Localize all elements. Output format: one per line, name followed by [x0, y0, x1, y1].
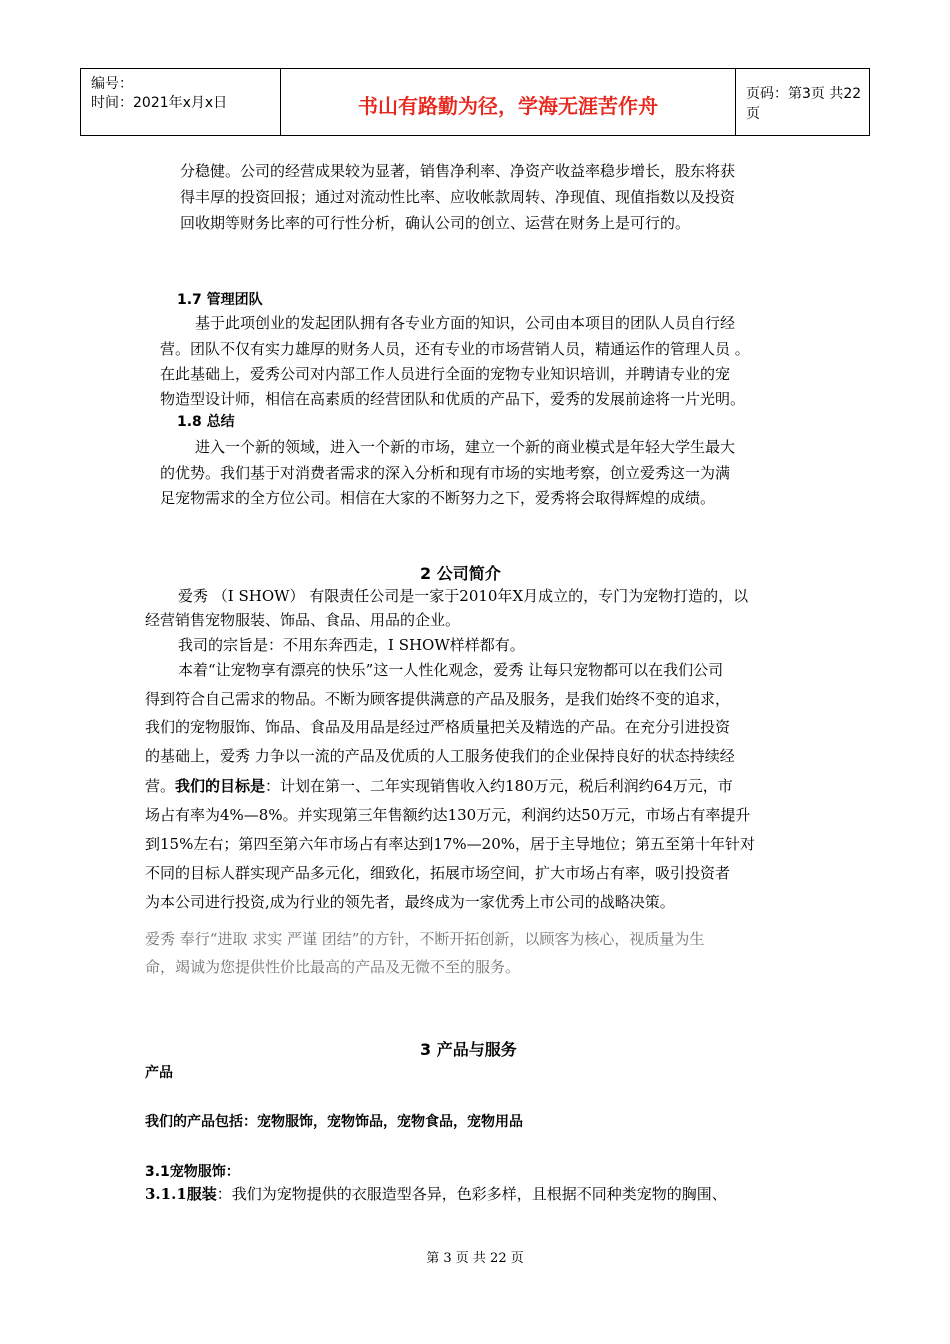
body-line: 不同的目标人群实现产品多元化，细致化，拓展市场空间，扩大市场占有率，吸引投资者 — [145, 864, 731, 882]
clothing-text: ：我们为宠物提供的衣服造型各异，色彩多样，且根据不同种类宠物的胸围、 — [216, 1185, 727, 1203]
subsection-heading-3-1: 3.1宠物服饰： — [145, 1164, 240, 1180]
body-line: 我们的宠物服饰、饰品、食品及用品是经过严格质量把关及精选的产品。在充分引进投资 — [145, 718, 731, 736]
goal-line — [145, 776, 733, 796]
body-line: 场占有率为4%—8%。并实现第三年售额约达130万元，利润约达50万元，市场占有率提升 — [145, 806, 751, 824]
goal-prefix: 营。 — [145, 777, 176, 795]
body-line: 营。团队不仅有实力雄厚的财务人员，还有专业的市场营销人员，精通运作的管理人员 。 — [160, 340, 750, 358]
section-heading-1-7: 1.7 管理团队 — [177, 292, 263, 308]
body-line: 在此基础上，爱秀公司对内部工作人员进行全面的宠物专业知识培训，并聘请专业的宠 — [160, 365, 731, 383]
body-line: 我司的宗旨是：不用东奔西走，I SHOW样样都有。 — [178, 636, 525, 654]
body-line: 经营销售宠物服装、饰品、食品、用品的企业。 — [145, 611, 461, 629]
motto-line: 爱秀 奉行“进取 求实 严谨 团结”的方针，不断开拓创新，以顾客为核心，视质量为生 — [145, 930, 705, 948]
section-heading-3: 3 产品与服务 — [420, 1040, 517, 1059]
product-label: 产品 — [145, 1065, 173, 1081]
page-info: 页码：第3页 共22页 — [746, 86, 862, 122]
body-line: 为本公司进行投资,成为行业的领先者，最终成为一家优秀上市公司的战略决策。 — [145, 893, 675, 911]
body-line: 的基础上，爱秀 力争以一流的产品及优质的人工服务使我们的企业保持良好的状态持续经 — [145, 747, 735, 765]
clothing-label: 3.1.1服装 — [145, 1185, 217, 1203]
body-line: 到15%左右；第四至第六年市场占有率达到17%—20%，居于主导地位；第五至第十年针对 — [145, 835, 756, 853]
goal-label: 我们的目标是 — [175, 777, 266, 795]
body-line: 足宠物需求的全方位公司。相信在大家的不断努力之下，爱秀将会取得辉煌的成绩。 — [160, 489, 716, 507]
body-line: 得到符合自己需求的物品。不断为顾客提供满意的产品及服务，是我们始终不变的追求， — [145, 690, 731, 708]
page-footer: 第 3 页 共 22 页 — [426, 1251, 524, 1266]
page-header — [80, 68, 870, 136]
body-line: 本着“让宠物享有漂亮的快乐”这一人性化观念，爱秀 让每只宠物都可以在我们公司 — [178, 661, 724, 679]
goal-rest: ：计划在第一、二年实现销售收入约180万元，税后利润约64万元，市 — [265, 777, 733, 795]
section-heading-2: 2 公司简介 — [420, 564, 501, 583]
header-meta-cell — [81, 69, 281, 135]
product-list: 我们的产品包括：宠物服饰，宠物饰品，宠物食品，宠物用品 — [145, 1114, 523, 1130]
body-line: 分稳健。公司的经营成果较为显著，销售净利率、净资产收益率稳步增长，股东将获 — [180, 162, 736, 180]
clothing-line — [145, 1184, 727, 1204]
body-line: 回收期等财务比率的可行性分析，确认公司的创立、运营在财务上是可行的。 — [180, 214, 691, 232]
motto: 书山有路勤为径，学海无涯苦作舟 — [281, 69, 736, 135]
body-line: 爱秀 （I SHOW） 有限责任公司是一家于2010年X月成立的，专门为宠物打造的，以 — [178, 587, 749, 605]
time-label: 时间：2021年x月x日 — [91, 95, 228, 111]
body-line: 得丰厚的投资回报；通过对流动性比率、应收帐款周转、净现值、现值指数以及投资 — [180, 188, 736, 206]
motto-line: 命，竭诚为您提供性价比最高的产品及无微不至的服务。 — [145, 958, 521, 976]
body-line: 的优势。我们基于对消费者需求的深入分析和现有市场的实地考察，创立爱秀这一为满 — [160, 464, 731, 482]
number-label: 编号： — [91, 76, 133, 92]
body-line: 基于此项创业的发起团队拥有各专业方面的知识，公司由本项目的团队人员自行经 — [195, 314, 736, 332]
section-heading-1-8: 1.8 总结 — [177, 414, 235, 430]
body-line: 进入一个新的领域，进入一个新的市场，建立一个新的商业模式是年轻大学生最大 — [195, 438, 736, 456]
body-line: 物造型设计师，相信在高素质的经营团队和优质的产品下，爱秀的发展前途将一片光明。 — [160, 390, 746, 408]
